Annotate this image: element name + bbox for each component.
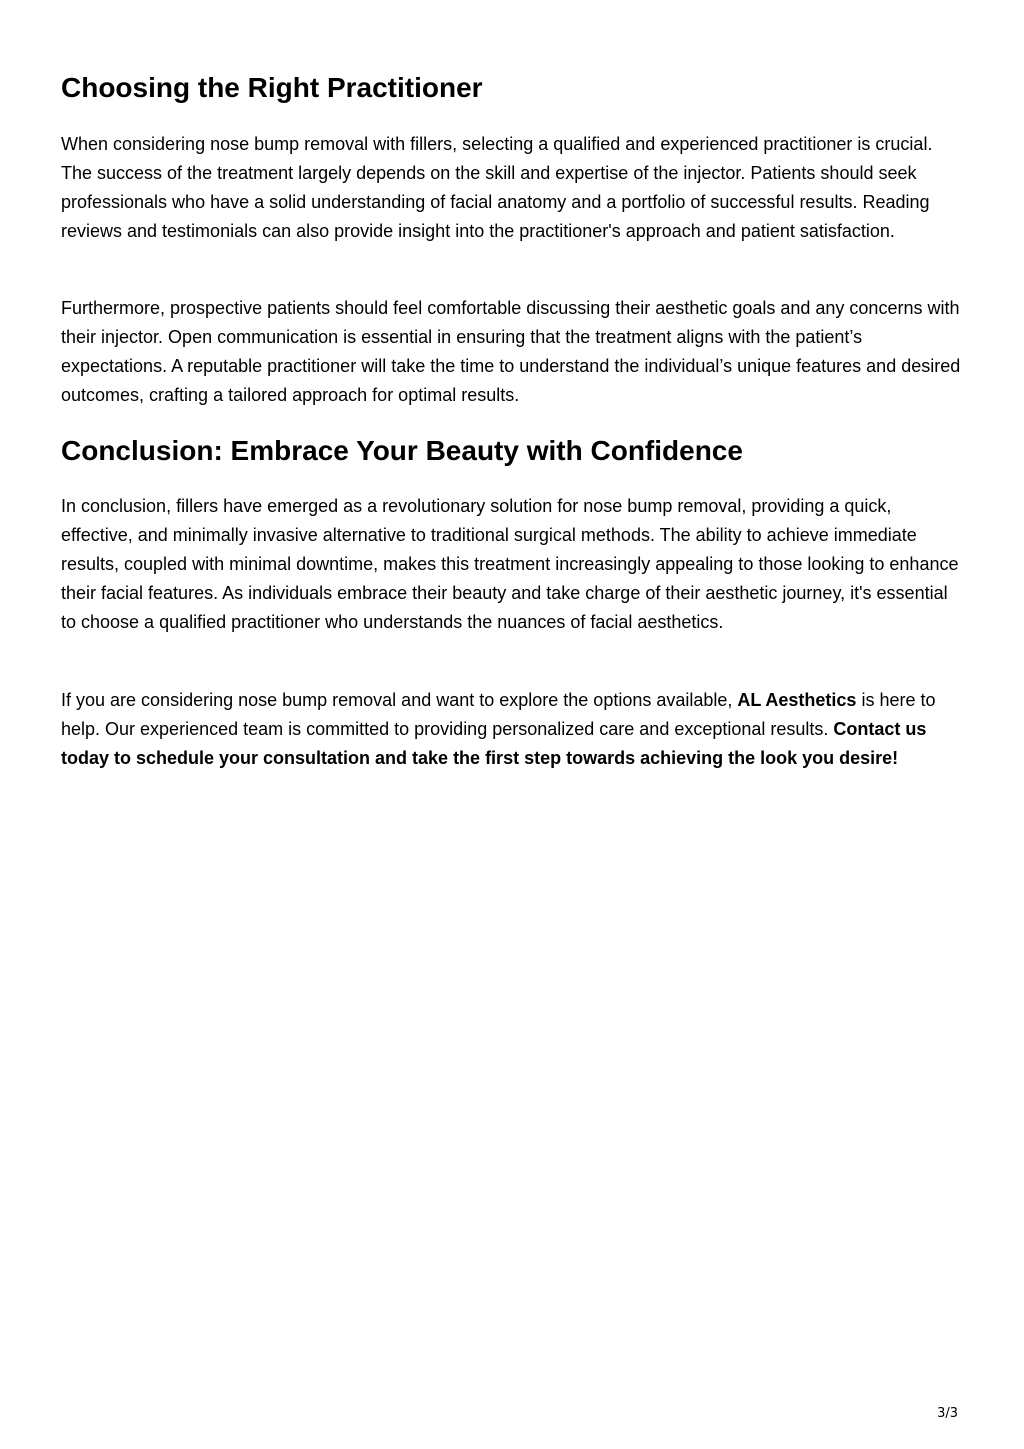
paragraph-call-to-action [61, 686, 963, 773]
section-heading-practitioner: Choosing the Right Practitioner [61, 72, 483, 103]
cta-middle-text: is here to help. Our experienced team is committed to providing personalized care and exceptional results. [61, 690, 936, 739]
cta-intro-text: If you are considering nose bump removal and want to explore the options available, [61, 690, 738, 710]
cta-contact-text: Contact us today to schedule your consultation and take the first step towards achieving the look you desire! [61, 719, 927, 768]
paragraph-conclusion: In conclusion, fillers have emerged as a revolutionary solution for nose bump removal, providing a quick, effective, and minimally invasive alternative to traditional surgical methods. The ability to achieve immediate results, coupled with minimal downtime, makes this treatment increasingly appealing to those looking to enhance their facial features. As individuals embrace their beauty and take charge of their aesthetic journey, it's essential to choose a qualified practitioner who understands the nuances of facial aesthetics. [61, 496, 959, 632]
brand-name: AL Aesthetics [737, 690, 857, 710]
section-heading-conclusion: Conclusion: Embrace Your Beauty with Confidence [61, 435, 743, 466]
paragraph-practitioner-selection: When considering nose bump removal with fillers, selecting a qualified and experienced practitioner is crucial. The success of the treatment largely depends on the skill and expertise of the injector. Patients should seek professionals who have a solid understanding of facial anatomy and a portfolio of successful results. Reading reviews and testimonials can also provide insight into the practitioner's approach and patient satisfaction. [61, 134, 933, 241]
page-number: 3/3 [937, 1406, 958, 1421]
paragraph-communication: Furthermore, prospective patients should feel comfortable discussing their aesthetic goals and any concerns with their injector. Open communication is essential in ensuring that the treatment aligns with the patient’s expectations. A reputable practitioner will take the time to understand the individual’s unique features and desired outcomes, crafting a tailored approach for optimal results. [61, 298, 961, 405]
